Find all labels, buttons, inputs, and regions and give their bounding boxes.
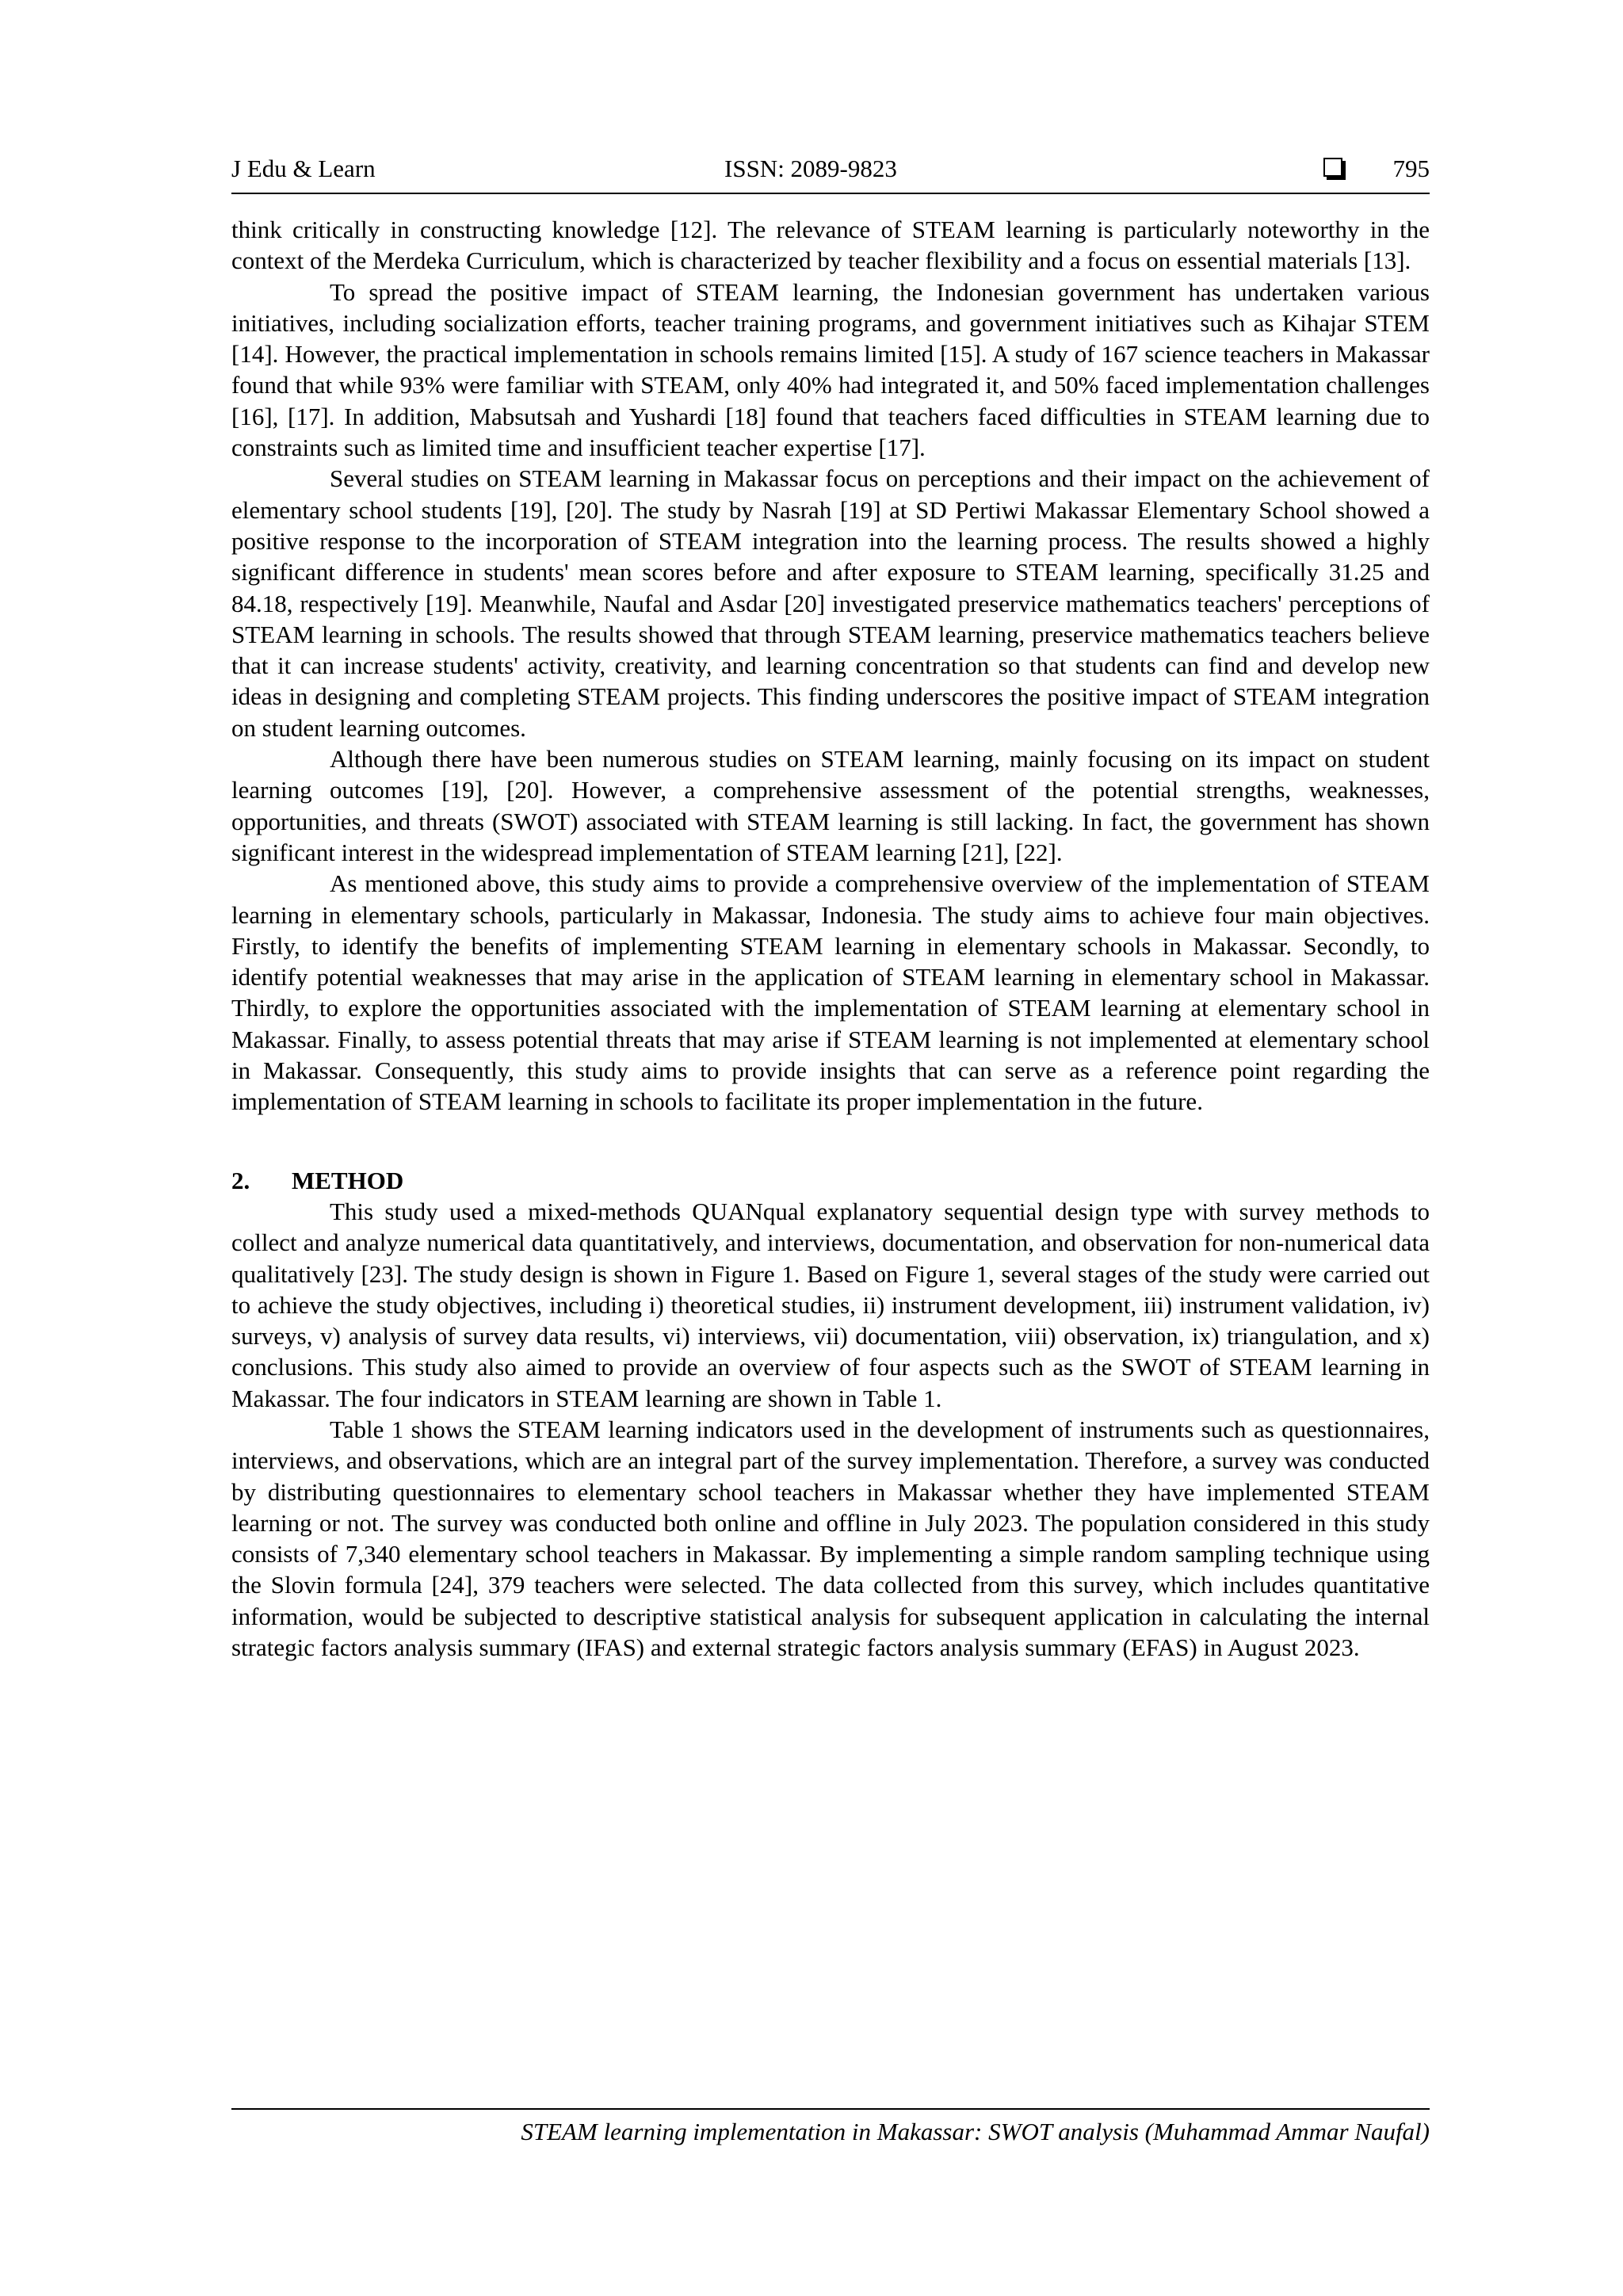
paragraph: Table 1 shows the STEAM learning indicators used in the development of instruments such as questionnaires, interviews, and observations, which are an integral part of the survey implementation. Therefore, a survey was conducted by distributing questionnaires to elementary school teachers in Makassar whether they have implemented STEAM learning or not. The survey was conducted both online and offline in July 2023. The population considered in this study consists of 7,340 elementary school teachers in Makassar. By implementing a simple random sampling technique using the Slovin formula [24], 379 teachers were selected. The data collected from this survey, which includes quantitative information, would be subjected to descriptive statistical analysis for subsequent application in calculating the internal strategic factors analysis summary (IFAS) and external strategic factors analysis summary (EFAS) in August 2023. xyxy=(231,1415,1430,1662)
page-header xyxy=(231,155,1430,194)
running-title: STEAM learning implementation in Makassar: SWOT analysis (Muhammad Ammar Naufal) xyxy=(521,2118,1430,2145)
square-bullet-icon xyxy=(1323,158,1342,177)
section-number: 2. xyxy=(231,1166,250,1194)
paragraph: This study used a mixed-methods QUANqual explanatory sequential design type with survey methods to collect and analyze numerical data quantitatively, and interviews, documentation, and observation for non-numerical data qualitatively [23]. The study design is shown in Figure 1. Based on Figure 1, several stages of the study were carried out to achieve the study objectives, including i) theoretical studies, ii) instrument development, iii) instrument validation, iv) surveys, v) analysis of survey data results, vi) interviews, vii) documentation, viii) observation, ix) triangulation, and x) conclusions. This study also aimed to provide an overview of four aspects such as the SWOT of STEAM learning in Makassar. The four indicators in STEAM learning are shown in Table 1. xyxy=(231,1197,1430,1412)
page-number: 795 xyxy=(1392,155,1430,182)
page-footer xyxy=(231,2108,1430,2146)
paragraph: Although there have been numerous studies on STEAM learning, mainly focusing on its impact on student learning outcomes [19], [20]. However, a comprehensive assessment of the potential strengths, weaknesses, opportunities, and threats (SWOT) associated with STEAM learning is still lacking. In fact, the government has shown significant interest in the widespread implementation of STEAM learning [21], [22]. xyxy=(231,745,1430,866)
paragraph: To spread the positive impact of STEAM learning, the Indonesian government has undertaken various initiatives, including socialization efforts, teacher training programs, and government initiatives such as Kihajar STEM [14]. However, the practical implementation in schools remains limited [15]. A study of 167 science teachers in Makassar found that while 93% were familiar with STEAM, only 40% had integrated it, and 50% faced implementation challenges [16], [17]. In addition, Mabsutsah and Yushardi [18] found that teachers faced difficulties in STEAM learning due to constraints such as limited time and insufficient teacher expertise [17]. xyxy=(231,277,1430,462)
article-body xyxy=(231,214,1430,1663)
journal-name: J Edu & Learn xyxy=(231,155,376,182)
section-title: METHOD xyxy=(292,1166,404,1194)
paragraph: think critically in constructing knowledge [12]. The relevance of STEAM learning is particularly noteworthy in the context of the Merdeka Curriculum, which is characterized by teacher flexibility and a focus on essential materials [13]. xyxy=(231,216,1430,275)
section-heading xyxy=(231,1165,1430,1196)
paragraph: As mentioned above, this study aims to provide a comprehensive overview of the implementation of STEAM learning in elementary schools, particularly in Makassar, Indonesia. The study aims to achieve four main objectives. Firstly, to identify the benefits of implementing STEAM learning in elementary schools in Makassar. Secondly, to identify potential weaknesses that may arise in the application of STEAM learning in elementary school in Makassar. Thirdly, to explore the opportunities associated with the implementation of STEAM learning at elementary school in Makassar. Finally, to assess potential threats that may arise if STEAM learning is not implemented at elementary school in Makassar. Consequently, this study aims to provide insights that can serve as a reference point regarding the implementation of STEAM learning in schools to facilitate its proper implementation in the future. xyxy=(231,869,1430,1116)
paragraph: Several studies on STEAM learning in Makassar focus on perceptions and their impact on the achievement of elementary school students [19], [20]. The study by Nasrah [19] at SD Pertiwi Makassar Elementary School showed a positive response to the incorporation of STEAM integration into the learning process. The results showed a highly significant difference in students' mean scores before and after exposure to STEAM learning, specifically 31.25 and 84.18, respectively [19]. Meanwhile, Naufal and Asdar [20] investigated preservice mathematics teachers' perceptions of STEAM learning in schools. The results showed that through STEAM learning, preservice mathematics teachers believe that it can increase students' activity, creativity, and learning concentration so that students can find and develop new ideas in designing and completing STEAM projects. This finding underscores the positive impact of STEAM integration on student learning outcomes. xyxy=(231,464,1430,742)
issn: ISSN: 2089-9823 xyxy=(724,155,897,182)
